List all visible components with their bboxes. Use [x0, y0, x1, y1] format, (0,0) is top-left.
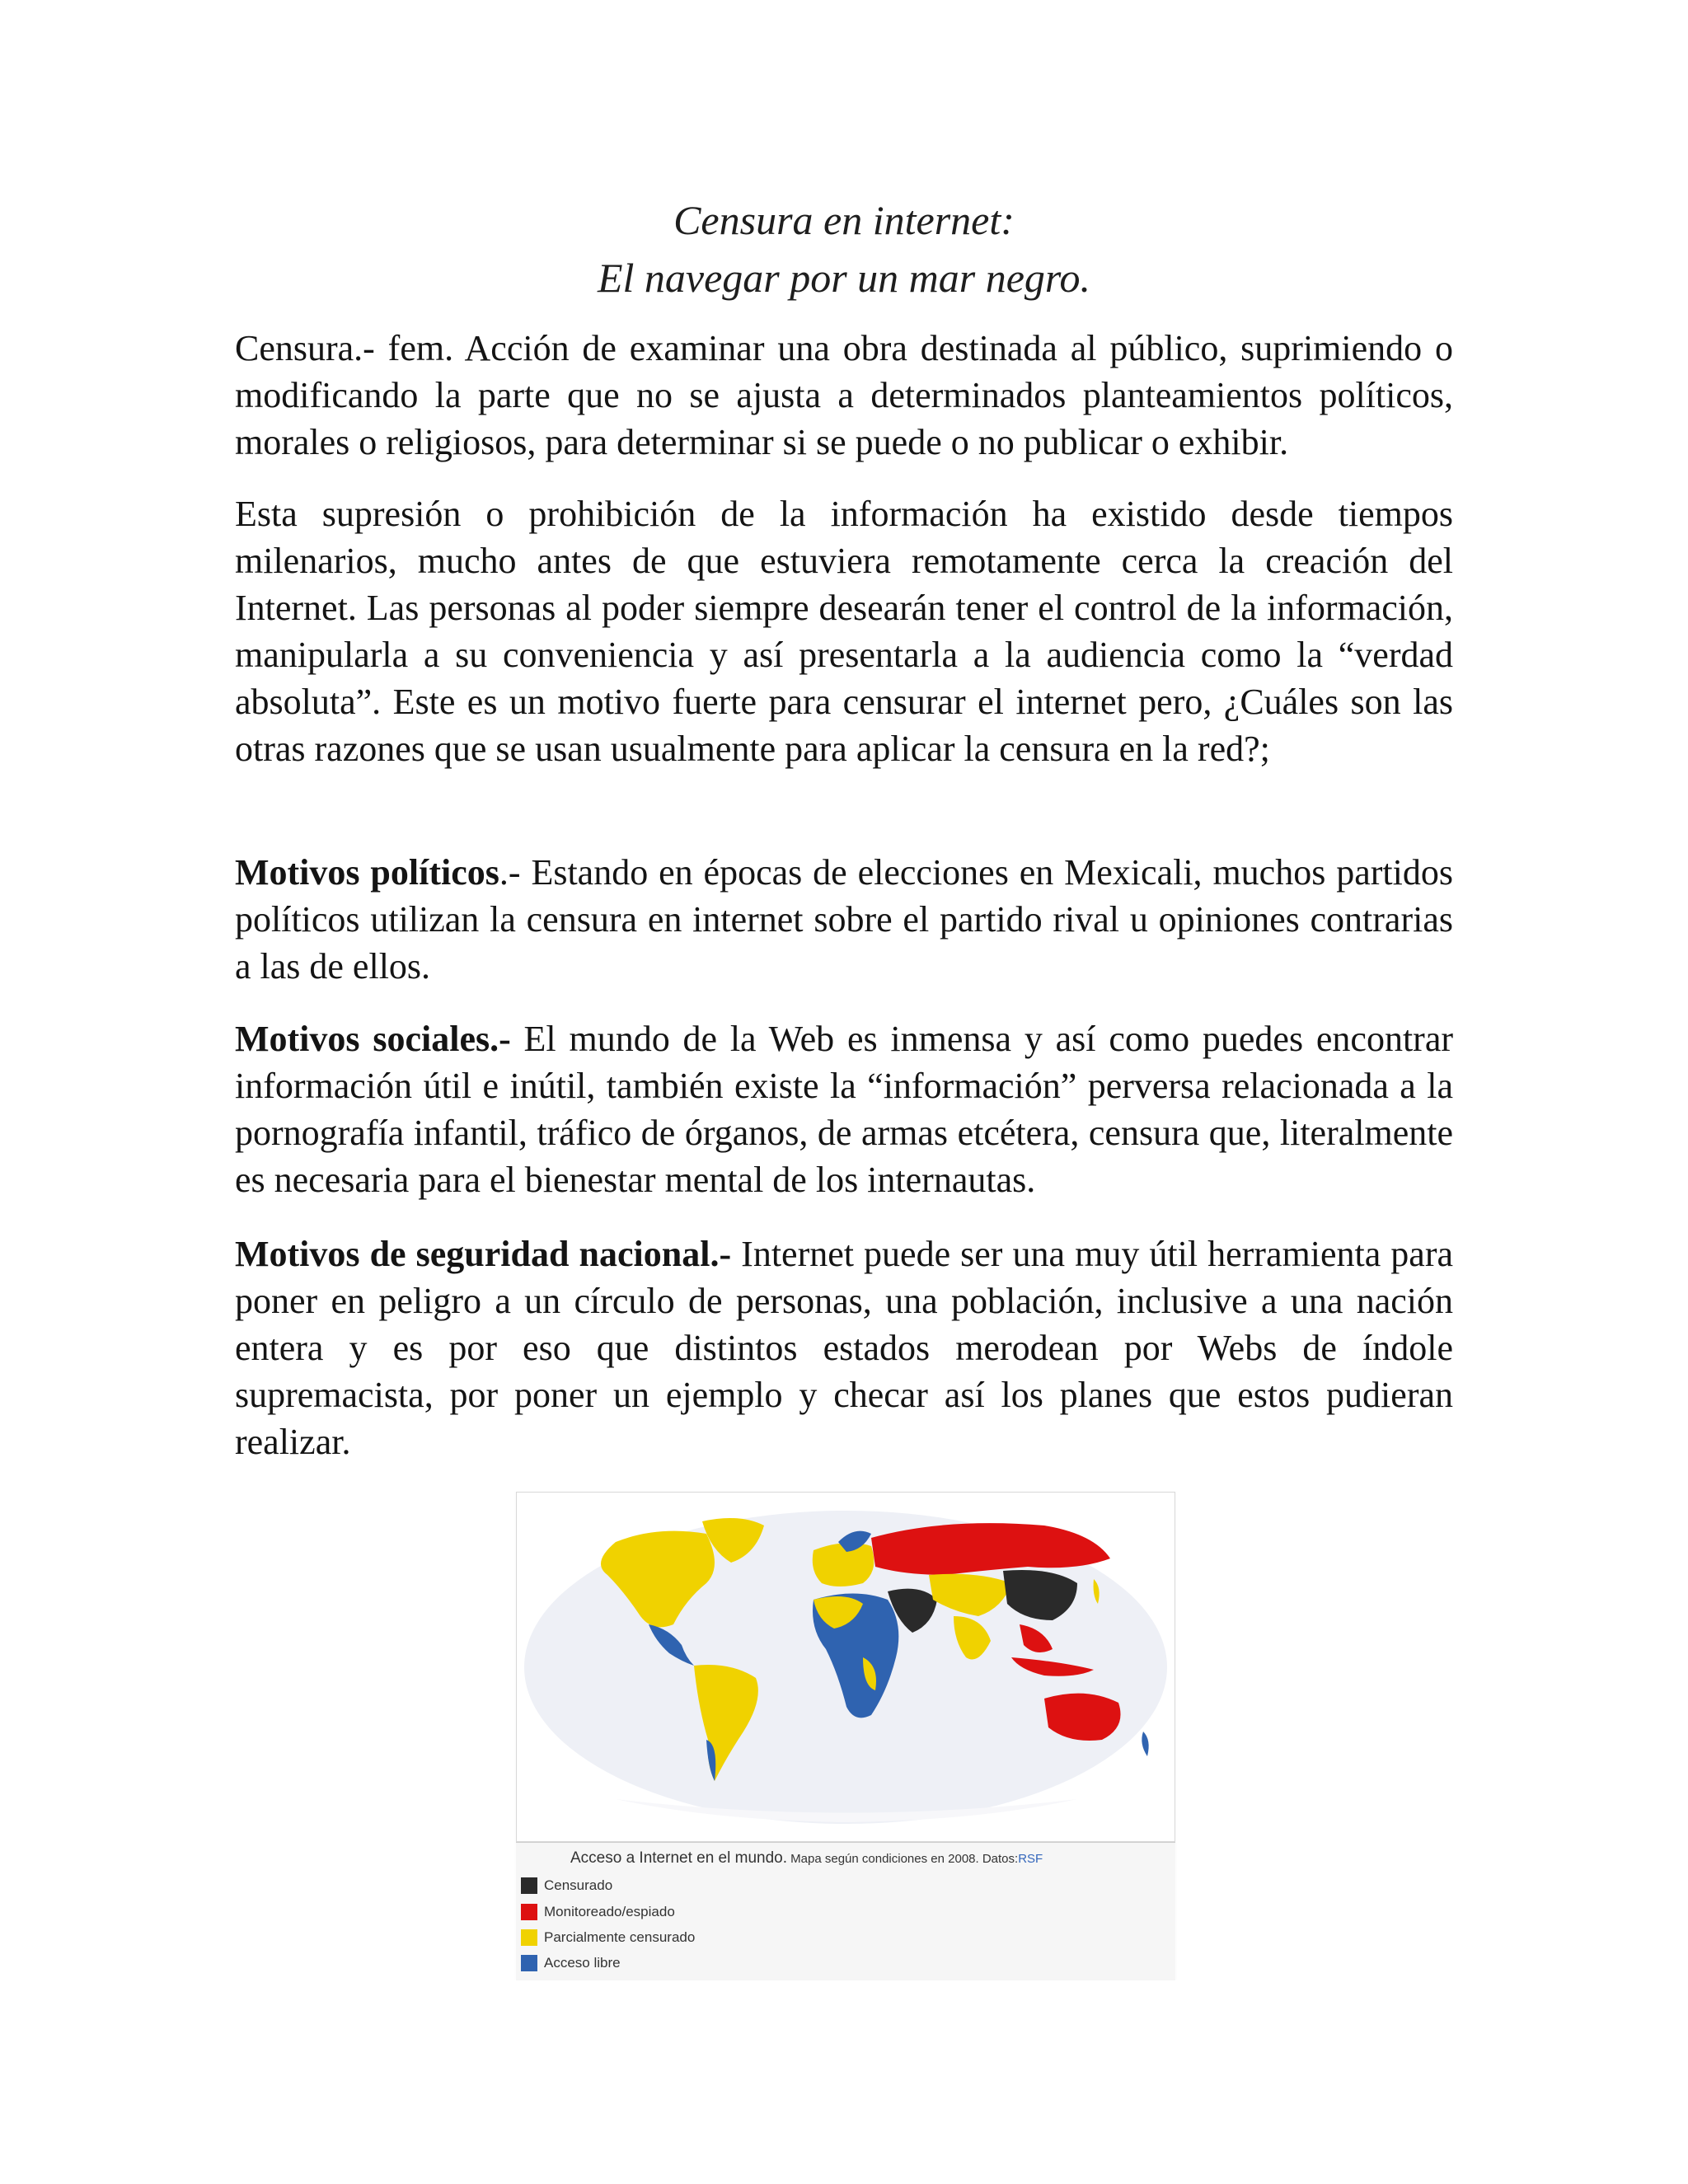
- intro-paragraph: Esta supresión o prohibición de la información ha existido desde tiempos milenarios, mucho antes de que estuviera remotamente cerca la creación del Internet. Las personas al poder siempre desearán tener el control de la información, manipularla a su conveniencia y así presentarla a la audiencia como la “verdad absoluta”. Este es un motivo fuerte para censurar el internet pero, ¿Cuáles son las otras razones que se usan usualmente para aplicar la censura en la red?;: [235, 494, 1453, 769]
- legend-label-censored: Censurado: [544, 1877, 613, 1893]
- legend-label-free-access: Acceso libre: [544, 1955, 621, 1971]
- title-line-2: El navegar por un mar negro.: [597, 255, 1091, 301]
- legend-item-monitored: [521, 1902, 675, 1922]
- legend-item-censored: [521, 1876, 612, 1896]
- censorship-world-map-figure: [514, 1492, 1177, 1980]
- map-caption-sub: Mapa según condiciones en 2008. Datos:: [787, 1852, 1019, 1866]
- political-reasons-paragraph: [235, 849, 1453, 990]
- definition-paragraph: Censura.- fem. Acción de examinar una obra destinada al público, suprimiendo o modificando la parte que no se ajusta a determinados planteamientos políticos, morales o religiosos, para determinar si se puede o no publicar o exhibir.: [235, 328, 1453, 462]
- legend-label-partially-censored: Parcialmente censurado: [544, 1929, 696, 1945]
- world-map: [516, 1492, 1175, 1842]
- security-reasons-paragraph: [235, 1230, 1453, 1465]
- map-caption-main: Acceso a Internet en el mundo.: [570, 1849, 787, 1867]
- legend-swatch-censored: [521, 1877, 537, 1894]
- political-reasons-text: .- Estando en épocas de elecciones en Mexicali, muchos partidos políticos utilizan la censura en internet sobre el partido rival u opiniones contrarias a las de ellos.: [235, 852, 1453, 987]
- social-reasons-paragraph: [235, 1015, 1453, 1203]
- new-zealand: [1142, 1732, 1148, 1756]
- map-caption-area: [516, 1842, 1175, 1980]
- map-caption-source-link[interactable]: RSF: [1018, 1852, 1043, 1866]
- title-line-1: Censura en internet:: [673, 197, 1015, 243]
- legend-swatch-partially-censored: [521, 1929, 537, 1946]
- legend-item-free-access: [521, 1953, 621, 1973]
- social-reasons-text: El mundo de la Web es inmensa y así como puedes encontrar información útil e inútil, también existe la “información” perversa relacionada a la pornografía infantil, tráfico de órganos, de armas etcétera, censura que, literalmente es necesaria para el bienestar mental de los internautas.: [235, 1019, 1454, 1200]
- social-reasons-heading: Motivos sociales.-: [235, 1019, 511, 1059]
- world-map-svg: [517, 1493, 1175, 1841]
- legend-item-partially-censored: [521, 1928, 695, 1947]
- security-reasons-heading: Motivos de seguridad nacional.-: [235, 1234, 732, 1274]
- europe: [813, 1543, 874, 1586]
- political-reasons-heading: Motivos políticos: [235, 852, 499, 893]
- legend-swatch-monitored: [521, 1904, 537, 1920]
- legend-swatch-free-access: [521, 1955, 537, 1971]
- legend-label-monitored: Monitoreado/espiado: [544, 1904, 675, 1919]
- map-caption: [570, 1849, 1043, 1868]
- security-reasons-text: Internet puede ser una muy útil herramienta para poner en peligro a un círculo de personas, una población, inclusive a una nación entera y es por eso que distintos estados merodean por Webs de índole supremacista, por poner un ejemplo y checar así los planes que estos pudieran realizar.: [235, 1234, 1453, 1462]
